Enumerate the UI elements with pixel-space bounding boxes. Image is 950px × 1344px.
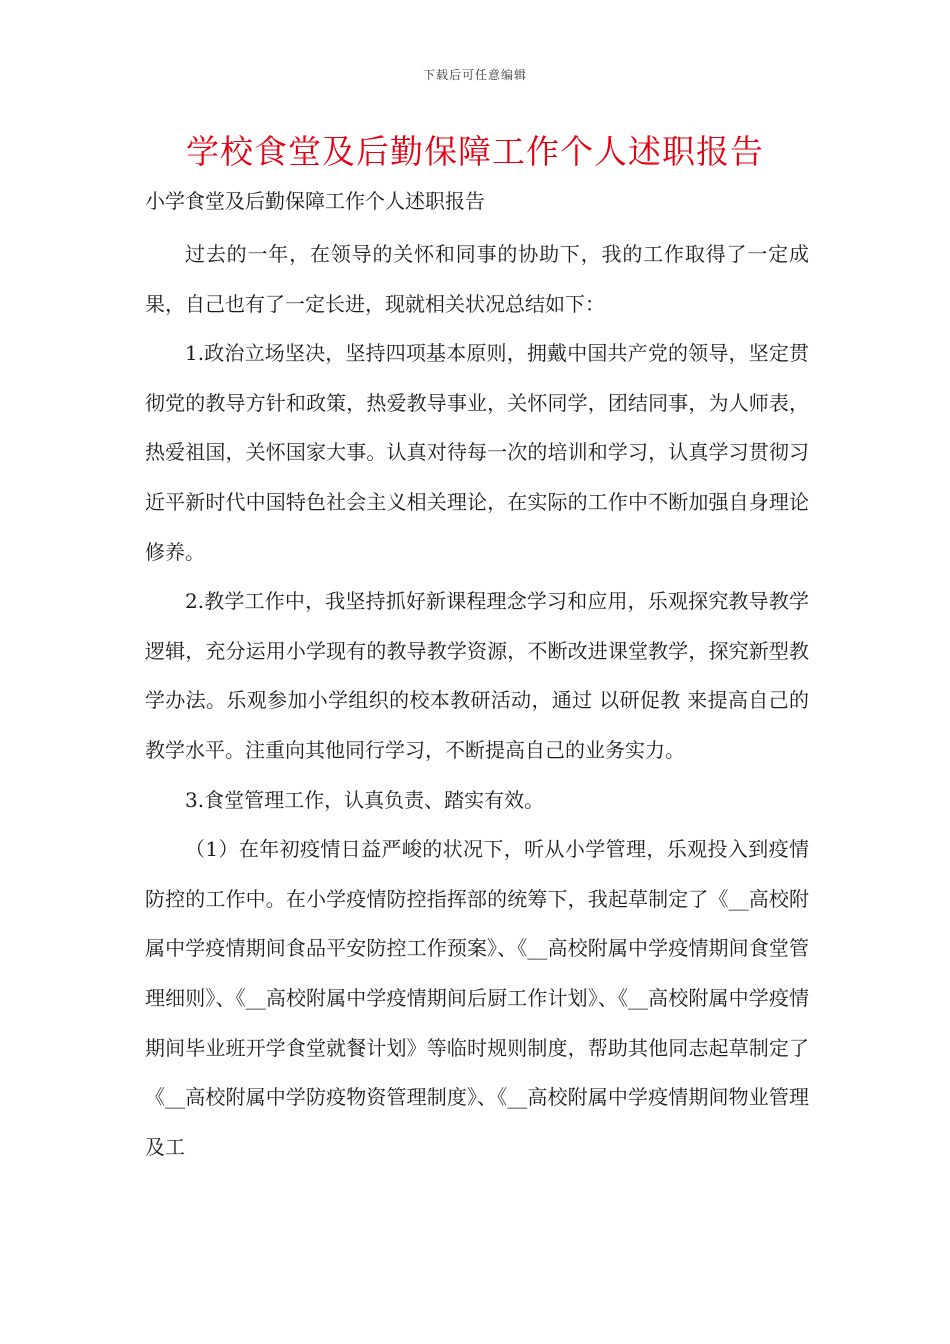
paragraph-item-1: 1.政治立场坚决，坚持四项基本原则，拥戴中国共产党的领导，坚定贯彻党的教导方针和政策，热爱教导事业，关怀同学，团结同事，为人师表，热爱祖国，关怀国家大事。认真对待每一次的培训和学习，认真学习贯彻习近平新时代中国特色社会主义相关理论，在实际的工作中不断加强自身理论修养。 — [145, 341, 809, 564]
header-note: 下载后可任意编辑 — [422, 68, 527, 82]
paragraph-item-3-1: （1）在年初疫情日益严峻的状况下，听从小学管理，乐观投入到疫情防控的工作中。在小学疫情防控指挥部的统筹下，我起草制定了《__高校附属中学疫情期间食品平安防控工作预案》、《__高校附属中学疫情期间食堂管理细则》、《__高校附属中学疫情期间后厨工作计划》、《__高校附属中学疫情期间毕业班开学食堂就餐计划》等临时规则制度，帮助其他同志起草制定了《__高校附属中学防疫物资管理制度》、《__高校附属中学疫情期间物业管理及工 — [145, 837, 809, 1159]
document-body — [145, 230, 809, 1172]
document-subtitle: 小学食堂及后勤保障工作个人述职报告 — [145, 189, 485, 213]
paragraph-item-3: 3.食堂管理工作，认真负责、踏实有效。 — [185, 787, 545, 812]
paragraph-intro: 过去的一年，在领导的关怀和同事的协助下，我的工作取得了一定成果，自己也有了一定长进，现就相关状况总结如下： — [145, 242, 809, 316]
paragraph-item-2: 2.教学工作中，我坚持抓好新课程理念学习和应用，乐观探究教导教学逻辑，充分运用小学现有的教导教学资源，不断改进课堂教学，探究新型教学办法。乐观参加小学组织的校本教研活动，通过 以研促教 来提高自己的教学水平。注重向其他同行学习，不断提高自己的业务实力。 — [145, 589, 809, 762]
document-title: 学校食堂及后勤保障工作个人述职报告 — [186, 132, 764, 171]
